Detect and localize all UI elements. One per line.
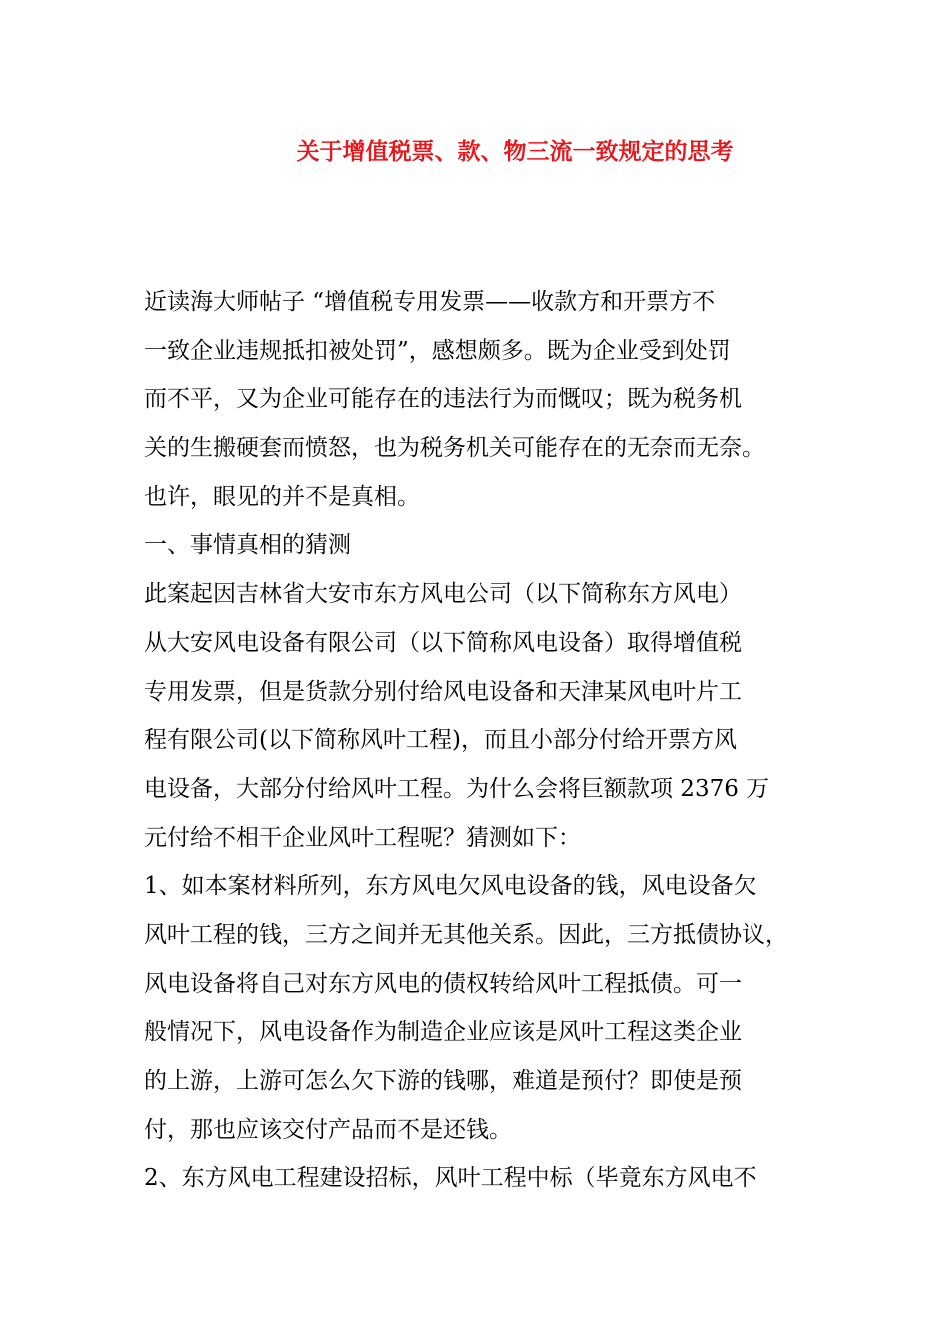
body-line: 电设备，大部分付给风叶工程。为什么会将巨额款项 2376 万 <box>144 775 770 802</box>
body-line: 也许，眼见的并不是真相。 <box>144 483 420 510</box>
body-line: 付，那也应该交付产品而不是还钱。 <box>144 1116 512 1143</box>
body-line: 一、事情真相的猜测 <box>144 532 351 559</box>
body-line: 一致企业违规抵扣被处罚”，感想颇多。既为企业受到处罚 <box>144 337 731 364</box>
body-line: 的上游，上游可怎么欠下游的钱哪，难道是预付？即使是预 <box>144 1068 742 1094</box>
body-line: 1、如本案材料所列，东方风电欠风电设备的钱，风电设备欠 <box>144 873 757 900</box>
document-title: 关于增值税票、款、物三流一致规定的思考 <box>296 138 734 165</box>
body-line: 从大安风电设备有限公司（以下简称风电设备）取得增值税 <box>144 629 742 656</box>
body-line: 程有限公司(以下简称风叶工程)，而且小部分付给开票方风 <box>144 727 737 754</box>
body-line: 近读海大师帖子 “增值税专用发票——收款方和开票方不 <box>144 289 716 315</box>
document-body <box>144 278 814 1203</box>
body-line: 而不平，又为企业可能存在的违法行为而慨叹；既为税务机 <box>144 386 742 413</box>
body-line: 般情况下，风电设备作为制造企业应该是风叶工程这类企业 <box>144 1019 742 1046</box>
body-line: 关的生搬硬套而愤怒，也为税务机关可能存在的无奈而无奈。 <box>144 435 765 462</box>
body-line: 2、东方风电工程建设招标，风叶工程中标（毕竟东方风电不 <box>144 1165 757 1192</box>
body-line: 此案起因吉林省大安市东方风电公司（以下简称东方风电） <box>144 581 742 608</box>
body-line: 专用发票，但是货款分别付给风电设备和天津某风电叶片工 <box>144 678 742 705</box>
body-line: 元付给不相干企业风叶工程呢？猜测如下： <box>144 824 581 851</box>
body-line: 风电设备将自己对东方风电的债权转给风叶工程抵债。可一 <box>144 970 742 997</box>
body-line: 风叶工程的钱，三方之间并无其他关系。因此，三方抵债协议， <box>144 921 788 948</box>
